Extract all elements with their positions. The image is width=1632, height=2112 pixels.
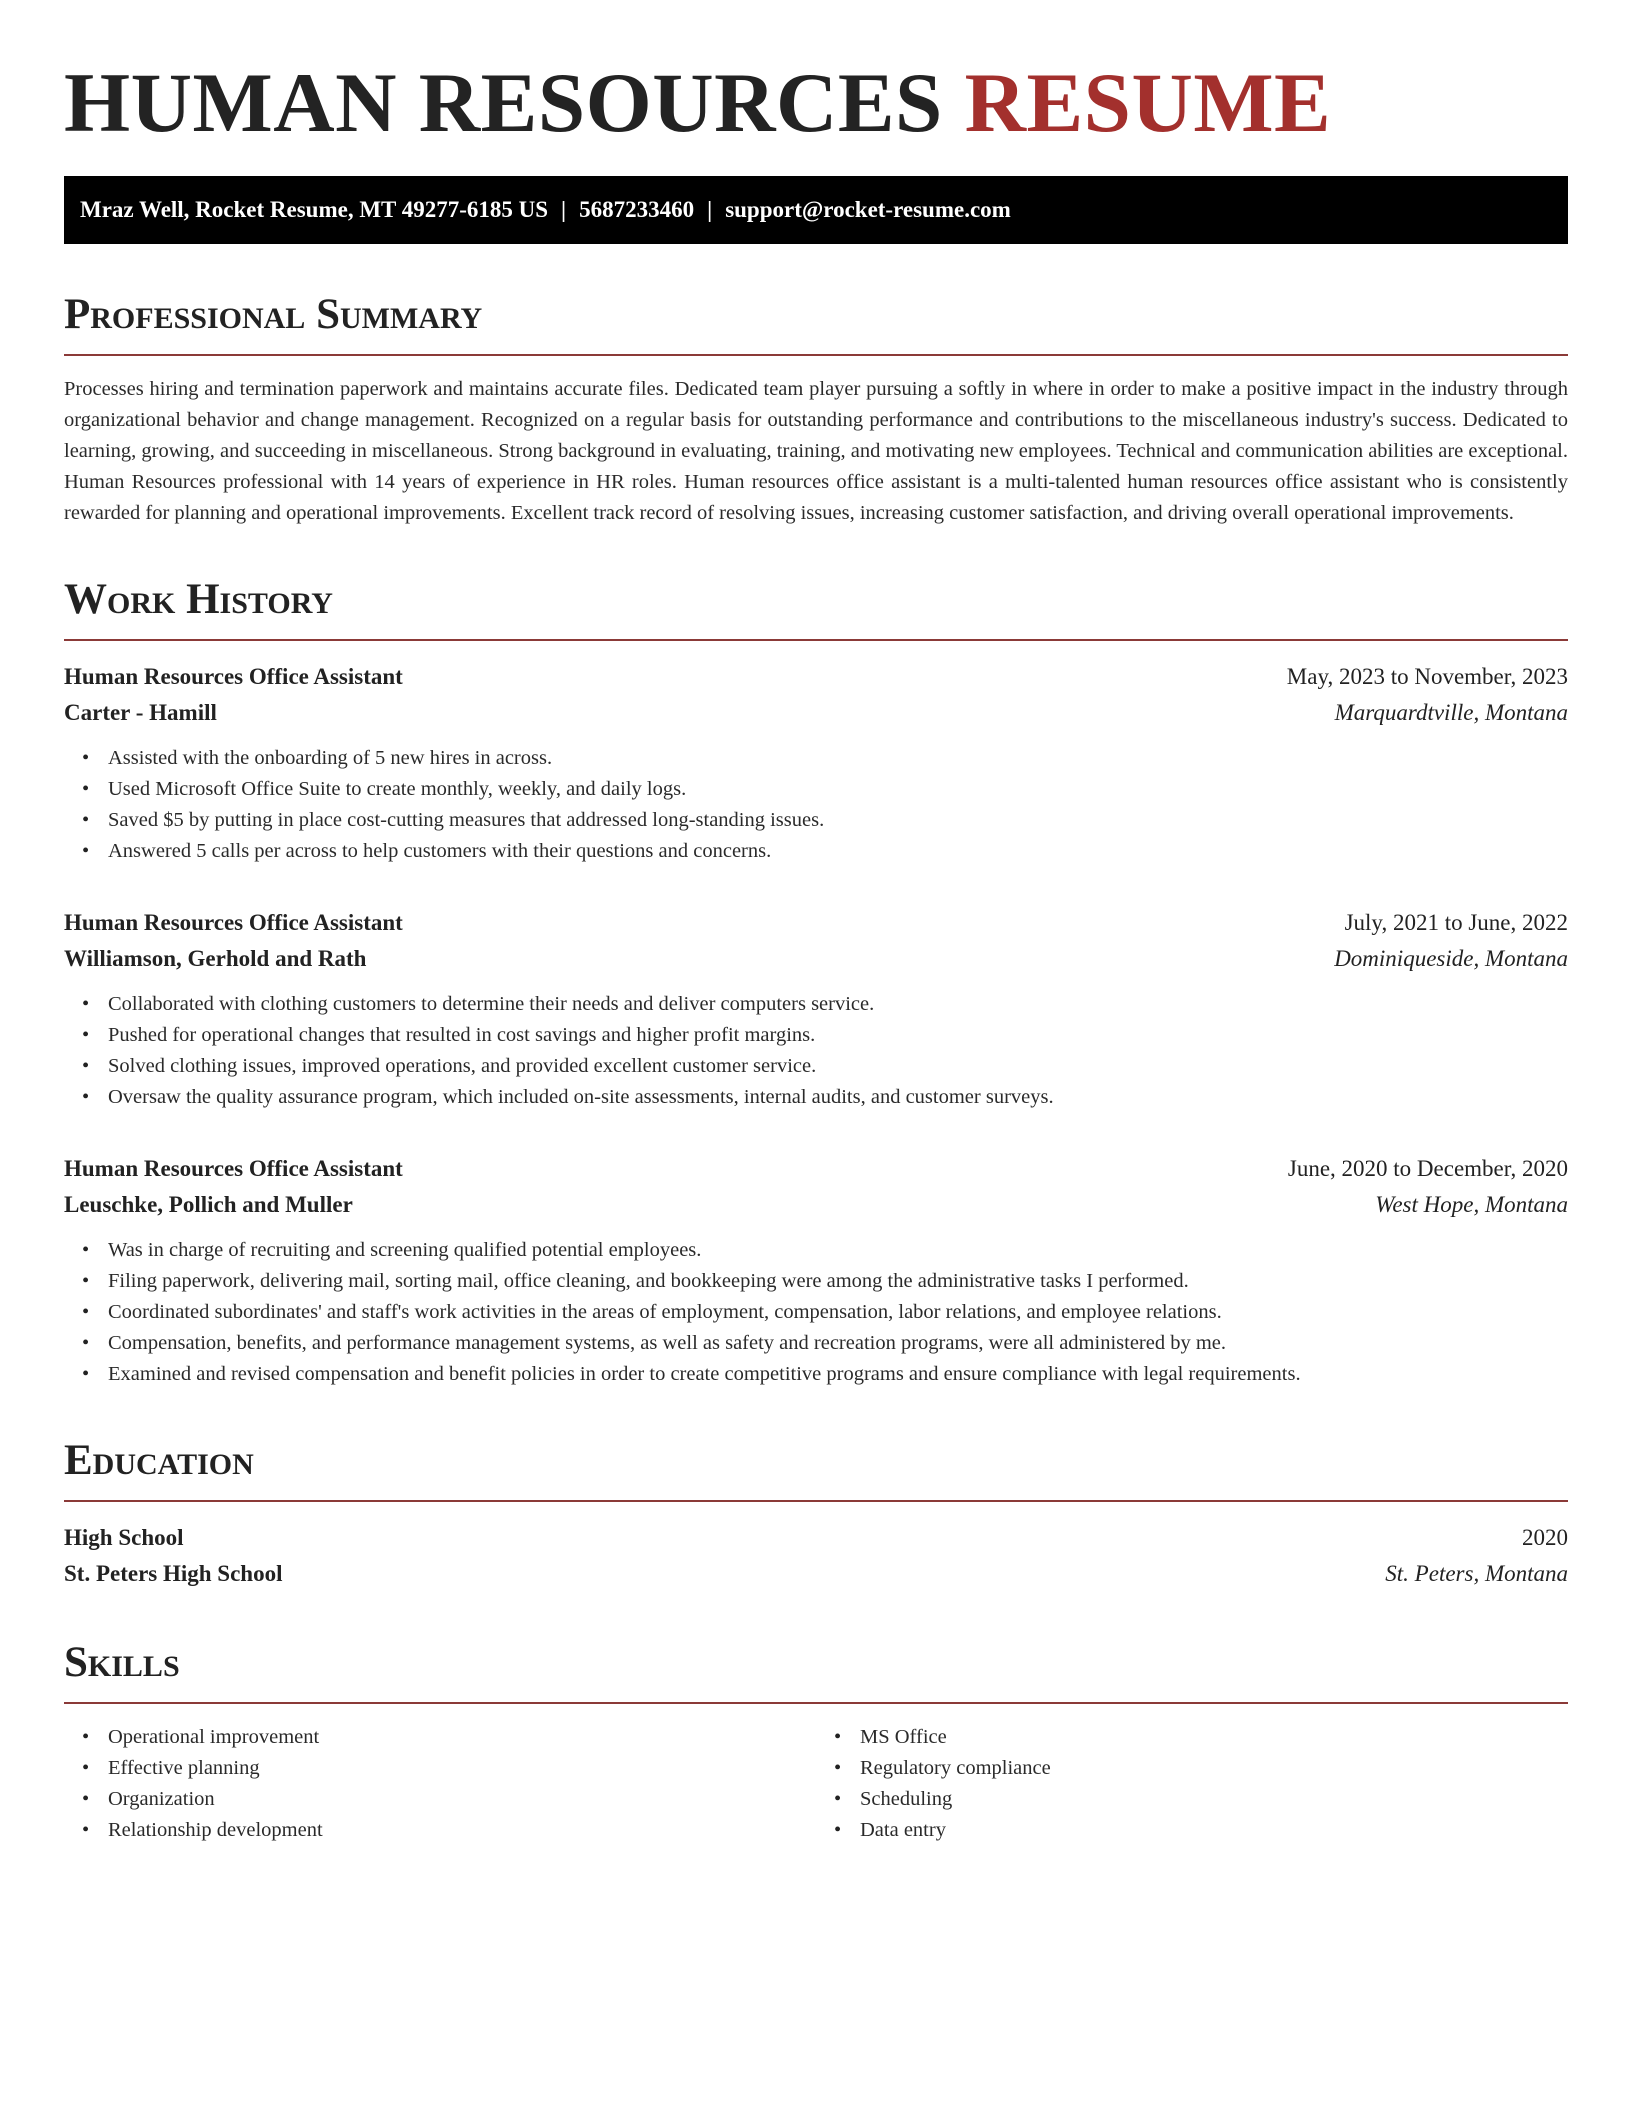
skill-item: • MS Office xyxy=(860,1722,1568,1753)
job-company: Leuschke, Pollich and Muller xyxy=(64,1192,353,1217)
education-location: St. Peters, Montana xyxy=(1385,1561,1568,1586)
title-main: HUMAN RESOURCES xyxy=(64,56,943,150)
list-item: • Collaborated with clothing customers to determine their needs and deliver computers service. xyxy=(108,989,1568,1020)
list-item: • Saved $5 by putting in place cost-cutting measures that addressed long-standing issues. xyxy=(108,805,1568,836)
section-divider xyxy=(64,1702,1568,1704)
skill-item: • Relationship development xyxy=(108,1815,816,1846)
skill-item: • Effective planning xyxy=(108,1753,816,1784)
job-bullets xyxy=(64,1235,1568,1390)
job-location: Dominiqueside, Montana xyxy=(1334,946,1568,971)
section-divider xyxy=(64,639,1568,641)
contact-separator: | xyxy=(561,197,567,222)
job-entry xyxy=(64,905,1568,1113)
skill-item: • Scheduling xyxy=(860,1784,1568,1815)
list-item: • Filing paperwork, delivering mail, sorting mail, office cleaning, and bookkeeping were among the administrative tasks I performed. xyxy=(108,1266,1568,1297)
contact-address: Mraz Well, Rocket Resume, MT 49277-6185 US xyxy=(80,197,549,222)
job-bullets xyxy=(64,989,1568,1113)
job-entry xyxy=(64,659,1568,867)
skill-item: • Data entry xyxy=(860,1815,1568,1846)
list-item: • Examined and revised compensation and benefit policies in order to create competitive programs and ensure compliance with legal requirements. xyxy=(108,1359,1568,1390)
section-divider xyxy=(64,354,1568,356)
job-entry xyxy=(64,1151,1568,1390)
list-item: • Assisted with the onboarding of 5 new hires in across. xyxy=(108,743,1568,774)
job-title: Human Resources Office Assistant xyxy=(64,910,403,935)
work-history-heading: Work History xyxy=(64,576,333,623)
skill-item: • Operational improvement xyxy=(108,1722,816,1753)
skills-list-left xyxy=(64,1722,816,1846)
contact-bar xyxy=(64,176,1568,244)
list-item: • Pushed for operational changes that resulted in cost savings and higher profit margins. xyxy=(108,1020,1568,1051)
section-divider xyxy=(64,1500,1568,1502)
skills-heading: Skills xyxy=(64,1639,180,1686)
education-school: St. Peters High School xyxy=(64,1561,283,1586)
title-accent: RESUME xyxy=(964,56,1332,150)
job-bullets xyxy=(64,743,1568,867)
skill-item: • Organization xyxy=(108,1784,816,1815)
job-title: Human Resources Office Assistant xyxy=(64,1156,403,1181)
education-heading: Education xyxy=(64,1437,254,1484)
contact-email[interactable]: support@rocket-resume.com xyxy=(725,197,1011,222)
summary-heading: Professional Summary xyxy=(64,291,483,338)
job-location: West Hope, Montana xyxy=(1375,1192,1568,1217)
education-year: 2020 xyxy=(1522,1525,1568,1550)
list-item: • Compensation, benefits, and performance management systems, as well as safety and recreation programs, were all administered by me. xyxy=(108,1328,1568,1359)
contact-separator: | xyxy=(707,197,713,222)
summary-text: Processes hiring and termination paperwork and maintains accurate files. Dedicated team player pursuing a softly in where in order to make a positive impact in the industry through organizational behavior and change management. Recognized on a regular basis for outstanding performance and contributions to the miscellaneous industry's success. Dedicated to learning, growing, and succeeding in miscellaneous. Strong background in evaluating, training, and motivating new employees. Technical and communication abilities are exceptional. Human Resources professional with 14 years of experience in HR roles. Human resources office assistant is a multi-talented human resources office assistant who is consistently rewarded for planning and operational improvements. Excellent track record of resolving issues, increasing customer satisfaction, and driving overall operational improvements. xyxy=(64,378,1568,524)
job-title: Human Resources Office Assistant xyxy=(64,664,403,689)
job-company: Williamson, Gerhold and Rath xyxy=(64,946,367,971)
job-dates: July, 2021 to June, 2022 xyxy=(1344,910,1568,935)
list-item: • Was in charge of recruiting and screening qualified potential employees. xyxy=(108,1235,1568,1266)
resume-title xyxy=(64,50,1568,176)
skills-grid xyxy=(64,1722,1568,1846)
job-company: Carter - Hamill xyxy=(64,700,217,725)
list-item: • Used Microsoft Office Suite to create monthly, weekly, and daily logs. xyxy=(108,774,1568,805)
education-degree: High School xyxy=(64,1525,184,1550)
list-item: • Answered 5 calls per across to help customers with their questions and concerns. xyxy=(108,836,1568,867)
job-dates: May, 2023 to November, 2023 xyxy=(1286,664,1568,689)
job-dates: June, 2020 to December, 2020 xyxy=(1287,1156,1568,1181)
contact-phone: 5687233460 xyxy=(579,197,695,222)
list-item: • Oversaw the quality assurance program, which included on-site assessments, internal audits, and customer surveys. xyxy=(108,1082,1568,1113)
list-item: • Coordinated subordinates' and staff's work activities in the areas of employment, compensation, labor relations, and employee relations. xyxy=(108,1297,1568,1328)
skill-item: • Regulatory compliance xyxy=(860,1753,1568,1784)
job-location: Marquardtville, Montana xyxy=(1334,700,1568,725)
skills-list-right xyxy=(816,1722,1568,1846)
list-item: • Solved clothing issues, improved operations, and provided excellent customer service. xyxy=(108,1051,1568,1082)
